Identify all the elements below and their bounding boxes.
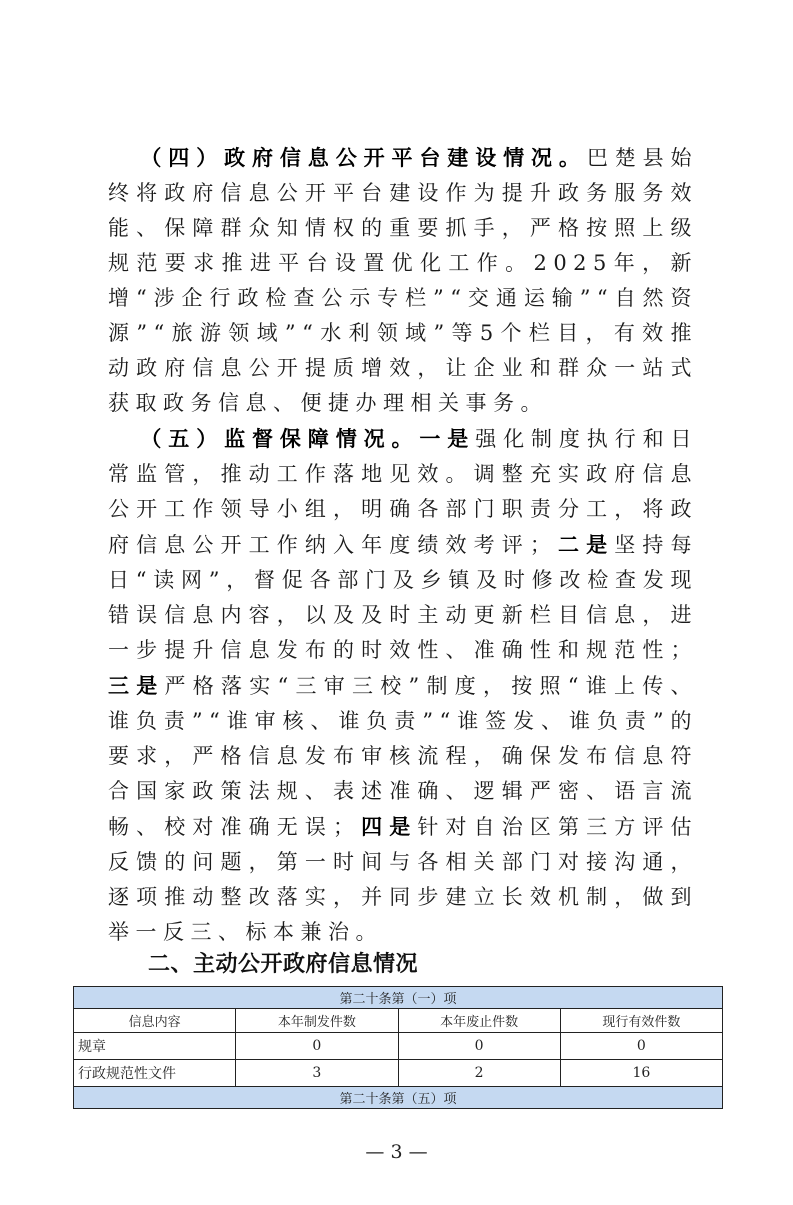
table-cell: 2 — [398, 1060, 560, 1087]
paragraph-text: 针对自治区第三方评估反馈的问题，第一时间与各相关部门对接沟通，逐项推动整改落实，并同步建立长效机制，做到举一反三、标本兼治。 — [108, 815, 698, 944]
table-band-row — [74, 987, 723, 1009]
paragraph-heading-platform: （四）政府信息公开平台建设情况。 — [140, 145, 587, 170]
table-row — [74, 1060, 723, 1087]
row-label: 行政规范性文件 — [74, 1060, 236, 1087]
column-header: 信息内容 — [74, 1009, 236, 1033]
paragraph-text: 强化制度执行和日常监管，推动工作落地见效。调整充实政府信息公开工作领导小组，明确各部门职责分工，将政府信息公开工作纳入年度绩效考评； — [108, 427, 699, 557]
table-band-cell: 第二十条第（一）项 — [74, 987, 723, 1009]
paragraph-supervision — [108, 421, 698, 950]
paragraph-text: 严格落实“三审三校”制度，按照“谁上传、谁负责”“谁审核、谁负责”“谁签发、谁负责”的要求，严格信息发布审核流程，确保发布信息符合国家政策法规、表述准确、逻辑严密、语言流畅、校对准确无误； — [108, 674, 698, 839]
table-cell: 0 — [560, 1033, 722, 1060]
paragraph-text: 坚持每日“读网”，督促各部门及乡镇及时修改检查发现错误信息内容，以及及时主动更新栏目信息，进一步提升信息发布的时效性、准确性和规范性； — [108, 533, 698, 662]
column-header: 本年废止件数 — [398, 1009, 560, 1033]
table-band-row — [74, 1087, 723, 1109]
table-row — [74, 1033, 723, 1060]
bold-marker-two: 二是 — [557, 532, 615, 557]
row-label: 规章 — [74, 1033, 236, 1060]
paragraph-heading-supervision: （五）监督保障情况。一是 — [140, 426, 476, 451]
column-header: 现行有效件数 — [560, 1009, 722, 1033]
table-cell: 0 — [398, 1033, 560, 1060]
table-cell: 0 — [236, 1033, 398, 1060]
page-number: — 3 — — [365, 1141, 428, 1163]
table-band-cell: 第二十条第（五）项 — [74, 1087, 723, 1109]
bold-marker-four: 四是 — [360, 814, 418, 839]
column-header: 本年制发件数 — [236, 1009, 398, 1033]
table-header-row — [74, 1009, 723, 1033]
disclosure-table — [73, 986, 723, 1109]
bold-marker-three: 三是 — [108, 673, 165, 698]
section-heading: 二、主动公开政府信息情况 — [148, 952, 419, 977]
table-cell: 16 — [560, 1060, 722, 1087]
paragraph-text: 巴楚县始终将政府信息公开平台建设作为提升政务服务效能、保障群众知情权的重要抓手，严格按照上级规范要求推进平台设置优化工作。2025年，新增“涉企行政检查公示专栏”“交通运输”“自然资源”“旅游领域”“水利领域”等5个栏目，有效推动政府信息公开提质增效，让企业和群众一站式获取政务信息、便捷办理相关事务。 — [108, 146, 699, 415]
table-cell: 3 — [236, 1060, 398, 1087]
paragraph-platform-construction — [108, 140, 698, 421]
